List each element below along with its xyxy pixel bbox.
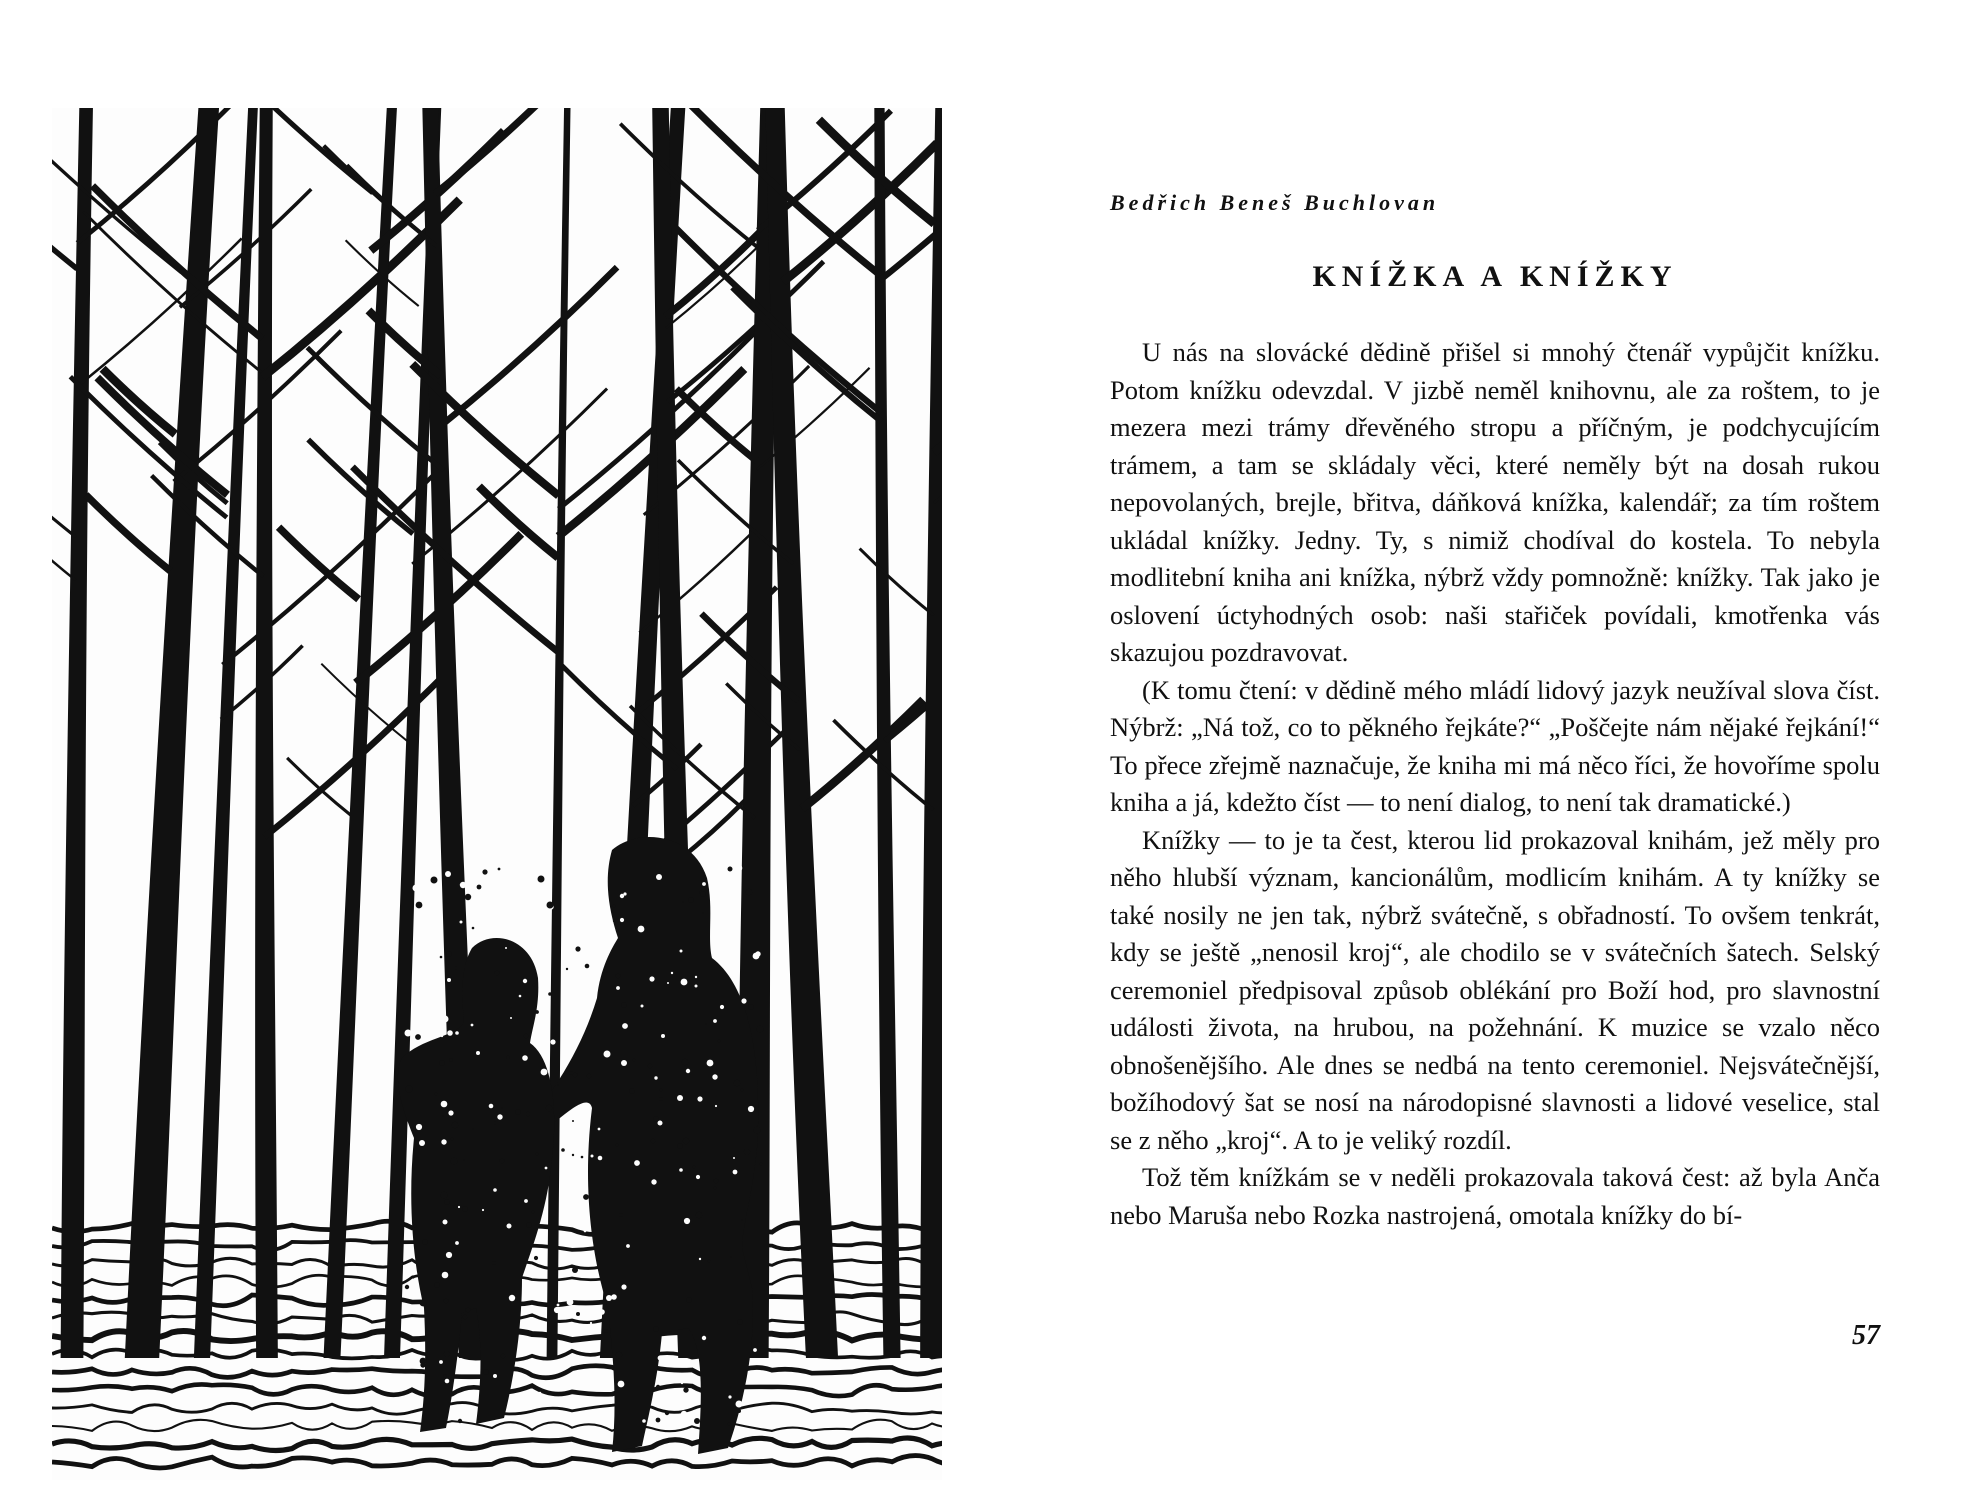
ink-speck: [584, 1230, 587, 1233]
tree-branch: [860, 549, 934, 616]
ink-speck: [694, 1418, 700, 1424]
ink-speck: [651, 1179, 656, 1184]
tree-branch: [86, 495, 171, 571]
ink-speck: [472, 927, 475, 930]
ink-speck: [439, 1060, 445, 1066]
ink-speck: [656, 1385, 660, 1389]
ink-speck: [515, 1109, 520, 1114]
ink-speck: [684, 1218, 690, 1224]
ink-speck: [535, 1010, 539, 1014]
ink-speck: [540, 1249, 543, 1252]
ink-speck: [720, 1005, 724, 1009]
ink-speck: [728, 1423, 731, 1426]
ink-speck: [402, 1334, 405, 1337]
ink-speck: [575, 946, 580, 951]
ink-speck: [682, 901, 684, 903]
ink-speck: [659, 1097, 663, 1101]
ink-speck: [702, 1336, 706, 1340]
ink-speck: [714, 1179, 719, 1184]
ink-speck: [736, 865, 743, 872]
ink-speck: [477, 885, 482, 890]
ink-speck: [638, 926, 645, 933]
ground-stroke: [52, 1456, 942, 1468]
ink-speck: [663, 1336, 666, 1339]
ink-speck: [681, 979, 688, 986]
ink-speck: [741, 998, 746, 1003]
ink-speck: [696, 1175, 700, 1179]
ink-speck: [689, 1392, 692, 1395]
ink-speck: [523, 979, 527, 983]
ink-speck: [495, 971, 500, 976]
tree-branch: [279, 527, 359, 599]
ink-speck: [444, 1199, 450, 1205]
tree-branch: [620, 124, 758, 248]
ink-speck: [482, 869, 487, 874]
ink-speck: [498, 868, 501, 871]
ink-speck: [509, 1295, 515, 1301]
ink-speck: [681, 1411, 687, 1417]
ink-speck: [688, 897, 693, 902]
ink-speck: [506, 1055, 510, 1059]
ink-speck: [658, 1121, 663, 1126]
ink-speck: [419, 1140, 425, 1146]
ink-speck: [493, 876, 499, 882]
ink-speck: [621, 1284, 626, 1289]
tree-branch: [97, 378, 227, 495]
ink-speck: [604, 1051, 611, 1058]
ink-speck: [713, 1186, 716, 1189]
ink-speck: [463, 1159, 465, 1161]
author-name: Bedřich Beneš Buchlovan: [1110, 190, 1440, 215]
ink-speck: [411, 1275, 414, 1278]
tree-branch: [802, 700, 923, 809]
ink-speck: [626, 1244, 630, 1248]
ink-speck: [587, 1074, 592, 1079]
ink-speck: [616, 986, 620, 990]
ink-speck: [695, 985, 698, 988]
paragraph: (K tomu čtení: v dědině mého mládí lidový jazyk neužíval slova číst. Nýbrž: „Ná tož, co to pěkného řejkáte?“ „Poščejte nám nějaké řejkání!“ To přece zřejmě naznačuje, že kniha mi má něco říci, že hovoříme spolu kniha a já, kdežto číst — to není dialog, to není tak dramatické.): [1110, 674, 1880, 817]
ink-speck: [581, 1309, 586, 1314]
ink-speck: [438, 980, 444, 986]
ink-speck: [707, 1060, 714, 1067]
ink-speck: [699, 1258, 701, 1260]
ink-speck: [601, 1319, 604, 1322]
ink-speck: [622, 1023, 628, 1029]
ink-speck: [696, 1212, 703, 1219]
ink-speck: [580, 1186, 584, 1190]
ink-speck: [687, 1377, 693, 1383]
paragraph: Knížky — to je ta čest, kterou lid prokazoval knihám, jež měly pro něho hlubší význam, kancionálům, modlicím knihám. A ty knížky se také nosily ne jen tak, nýbrž svátečně, s obřadností. To ovšem tenkrát, kdy se ještě „nenosil kroj“, ale chodilo se v svátečních šatech. Selský ceremoniel předpisoval způsob oblékání pro Boží hod, pro slavnostní události života, na hrubou, na požehnání. K muzice se vzalo něco obnošenějšího. Ale dnes se nedbá na tento ceremoniel. Nejsvátečnější, božíhodový šat se nosí na národopisné slavnosti a lidové veselice, stal se z něho „kroj“. A to je veliký rozdíl.: [1110, 824, 1880, 1155]
ink-speck: [510, 1017, 512, 1019]
ink-speck: [581, 1156, 584, 1159]
tree-trunk: [920, 108, 942, 1358]
ink-speck: [557, 1304, 560, 1307]
ink-speck: [550, 1039, 555, 1044]
ink-speck: [434, 1282, 439, 1287]
ink-speck: [733, 1157, 735, 1159]
ink-speck: [680, 950, 683, 953]
tree-trunk: [61, 108, 93, 1358]
tree-trunk: [765, 108, 838, 1358]
ink-speck: [740, 1088, 743, 1091]
ink-speck: [532, 983, 535, 986]
ink-speck: [543, 928, 545, 930]
ink-speck: [616, 1352, 622, 1358]
ink-speck: [440, 956, 443, 959]
ink-speck: [611, 1294, 617, 1300]
ink-speck: [526, 1222, 532, 1228]
ink-speck: [567, 1299, 574, 1306]
ink-speck: [583, 1194, 589, 1200]
ink-speck: [616, 974, 621, 979]
ink-speck: [545, 1167, 548, 1170]
ink-speck: [658, 1356, 663, 1361]
ink-speck: [757, 1026, 764, 1033]
tree-branch: [84, 212, 263, 373]
ink-speck: [522, 1055, 528, 1061]
ink-speck: [557, 1084, 559, 1086]
ink-speck: [480, 904, 483, 907]
ink-speck: [620, 918, 624, 922]
ink-speck: [446, 951, 452, 957]
ink-speck: [423, 929, 428, 934]
ink-speck: [546, 1105, 552, 1111]
ink-speck: [433, 958, 436, 961]
ink-speck: [730, 1256, 732, 1258]
ink-speck: [700, 891, 706, 897]
tree-branch: [435, 108, 567, 194]
ink-speck: [613, 920, 615, 922]
ink-speck: [623, 892, 626, 895]
ink-speck: [451, 1158, 458, 1165]
ink-speck: [713, 1019, 717, 1023]
ink-speck: [442, 1115, 444, 1117]
ink-speck: [591, 1155, 594, 1158]
ink-speck: [489, 1104, 494, 1109]
ink-speck: [686, 1297, 692, 1303]
ink-speck: [598, 1156, 603, 1161]
ink-speck: [659, 1088, 662, 1091]
ink-speck: [441, 1192, 448, 1199]
ink-speck: [493, 1188, 497, 1192]
ink-speck: [415, 1034, 421, 1040]
forest-illustration-drawing: [52, 108, 942, 1480]
ink-speck: [728, 1395, 731, 1398]
page-number: 57: [1852, 1320, 1880, 1351]
ink-speck: [682, 1059, 689, 1066]
ink-speck: [693, 1166, 696, 1169]
ink-speck: [524, 1199, 528, 1203]
ink-speck: [577, 1025, 580, 1028]
tree-branch: [152, 476, 264, 577]
ink-speck: [514, 901, 517, 904]
ink-speck: [500, 1159, 505, 1164]
ink-speck: [547, 902, 554, 909]
ink-speck: [619, 1213, 623, 1217]
ink-speck: [708, 1260, 711, 1263]
ink-speck: [561, 1148, 565, 1152]
forest-illustration: [52, 108, 942, 1480]
ink-speck: [532, 1211, 534, 1213]
ink-speck: [598, 1128, 601, 1131]
ink-speck: [656, 1418, 661, 1423]
ink-speck: [416, 902, 423, 909]
tree-branch: [77, 238, 242, 387]
ink-speck: [455, 1031, 459, 1035]
ink-speck: [445, 871, 451, 877]
ink-speck: [566, 968, 568, 970]
ink-speck: [728, 867, 733, 872]
tree-branch: [219, 108, 373, 193]
ink-speck: [599, 1309, 605, 1315]
ink-speck: [734, 1080, 741, 1087]
ink-speck: [576, 1312, 580, 1316]
ink-speck: [651, 1139, 656, 1144]
ink-speck: [452, 1122, 459, 1129]
ink-speck: [450, 1137, 453, 1140]
ink-speck: [733, 1170, 738, 1175]
paragraph: Tož těm knížkám se v neděli prokazovala taková čest: až byla Anča nebo Maruša nebo Rozka nastrojená, omotala knížky do bí-: [1110, 1162, 1880, 1230]
ink-speck: [413, 885, 420, 892]
ink-speck: [606, 1295, 612, 1301]
ink-speck: [439, 1360, 443, 1364]
ink-speck: [548, 992, 552, 996]
ink-speck: [712, 1074, 717, 1079]
ink-speck: [580, 1018, 583, 1021]
ink-speck: [590, 1322, 592, 1324]
ink-speck: [420, 1362, 425, 1367]
ink-speck: [648, 1064, 653, 1069]
ink-speck: [422, 1239, 428, 1245]
ink-speck: [462, 1206, 467, 1211]
ink-speck: [482, 1209, 484, 1211]
ink-speck: [483, 1369, 488, 1374]
ink-speck: [679, 1168, 683, 1172]
ink-speck: [718, 1040, 720, 1042]
ink-speck: [585, 964, 590, 969]
ink-speck: [606, 971, 608, 973]
ink-speck: [748, 1106, 754, 1112]
ink-speck: [671, 972, 673, 974]
ink-speck: [633, 1059, 636, 1062]
ink-speck: [449, 1058, 453, 1062]
ink-speck: [642, 1419, 646, 1423]
ink-speck: [654, 1076, 657, 1079]
ink-speck: [418, 941, 422, 945]
ink-speck: [447, 978, 451, 982]
tree-branch: [103, 369, 176, 434]
ink-speck: [446, 1252, 452, 1258]
ink-speck: [454, 1205, 459, 1210]
ink-speck: [612, 904, 615, 907]
page-title: KNÍŽKA A KNÍŽKY: [1312, 260, 1678, 293]
ink-speck: [534, 1256, 538, 1260]
ink-speck: [444, 1351, 450, 1357]
ink-speck: [629, 1088, 635, 1094]
tree-branch: [52, 151, 77, 269]
ink-speck: [573, 1073, 578, 1078]
ink-speck: [621, 1060, 627, 1066]
tree-branch: [668, 262, 824, 402]
tree-branch: [93, 186, 263, 339]
ink-speck: [445, 1379, 450, 1384]
ink-speck: [677, 1095, 683, 1101]
ink-speck: [571, 1122, 573, 1124]
ink-speck: [634, 1160, 640, 1166]
ink-speck: [760, 1163, 763, 1166]
ink-speck: [405, 1285, 409, 1289]
ink-speck: [572, 1154, 574, 1156]
ink-speck: [441, 1101, 448, 1108]
ink-speck: [748, 1004, 753, 1009]
ink-speck: [681, 1382, 683, 1384]
ink-speck: [737, 1319, 743, 1325]
ink-speck: [497, 1114, 502, 1119]
ink-speck: [442, 1016, 449, 1023]
ink-speck: [616, 1144, 619, 1147]
ink-speck: [444, 1299, 449, 1304]
ink-speck: [458, 1206, 460, 1208]
ink-speck: [524, 1034, 528, 1038]
ink-speck: [442, 1272, 449, 1279]
ink-speck: [416, 1124, 422, 1130]
ink-speck: [653, 1116, 659, 1122]
ink-speck: [476, 1051, 480, 1055]
ink-speck: [420, 986, 426, 992]
ink-speck: [683, 1138, 689, 1144]
ink-speck: [661, 1034, 665, 1038]
tree-branch: [308, 440, 413, 534]
ink-speck: [472, 1128, 474, 1130]
ink-speck: [715, 1105, 717, 1107]
ink-speck: [455, 967, 458, 970]
ink-speck: [460, 882, 466, 888]
ink-speck: [604, 1329, 608, 1333]
ink-speck: [465, 894, 471, 900]
ink-speck: [665, 1411, 669, 1415]
ink-speck: [493, 1374, 497, 1378]
ink-speck: [535, 1152, 538, 1155]
ink-speck: [507, 1224, 512, 1229]
ink-speck: [501, 1354, 506, 1359]
ink-speck: [580, 990, 583, 993]
ink-speck: [667, 982, 669, 984]
ink-speck: [431, 877, 438, 884]
ink-speck: [695, 976, 697, 978]
ink-speck: [538, 876, 545, 883]
ink-speck: [460, 921, 463, 924]
ink-speck: [443, 1220, 448, 1225]
ink-speck: [405, 1030, 412, 1037]
ink-speck: [741, 1219, 743, 1221]
ink-speck: [736, 1401, 743, 1408]
tree-branch: [479, 486, 558, 557]
ink-speck: [519, 995, 522, 998]
ink-speck: [458, 1419, 462, 1423]
ink-speck: [753, 1348, 757, 1352]
ink-speck: [754, 1127, 761, 1134]
ink-speck: [697, 1096, 702, 1101]
ink-speck: [492, 1261, 496, 1265]
ink-speck: [649, 976, 654, 981]
tree-branch: [679, 801, 745, 860]
ink-speck: [448, 1110, 453, 1115]
ink-speck: [621, 1002, 627, 1008]
ink-speck: [641, 1005, 644, 1008]
ink-speck: [463, 1315, 468, 1320]
ink-speck: [494, 1122, 497, 1125]
ink-speck: [447, 1030, 453, 1036]
ink-speck: [441, 1035, 443, 1037]
ink-speck: [505, 947, 507, 949]
ink-speck: [435, 1093, 438, 1096]
ink-speck: [443, 1374, 447, 1378]
ink-speck: [420, 1300, 427, 1307]
ink-speck: [501, 1107, 503, 1109]
ink-speck: [737, 1409, 741, 1413]
ink-speck: [541, 1069, 548, 1076]
ground-stroke: [52, 1420, 942, 1432]
ink-speck: [414, 1225, 417, 1228]
ink-speck: [572, 1120, 574, 1122]
ink-speck: [572, 1267, 578, 1273]
ink-speck: [753, 953, 760, 960]
ink-speck: [705, 1023, 707, 1025]
ink-speck: [672, 1418, 677, 1423]
ink-speck: [653, 1326, 659, 1332]
ink-speck: [683, 1387, 688, 1392]
ink-speck: [569, 1071, 573, 1075]
ink-speck: [554, 1307, 560, 1313]
tree-branch: [70, 377, 226, 518]
ink-speck: [455, 1241, 459, 1245]
ink-speck: [589, 1310, 594, 1315]
ink-speck: [471, 1024, 474, 1027]
ink-speck: [406, 1086, 413, 1093]
ink-speck: [618, 1381, 625, 1388]
ink-speck: [702, 882, 706, 886]
tree-branch: [442, 267, 617, 424]
ink-speck: [446, 899, 450, 903]
ink-speck: [677, 1143, 682, 1148]
ink-speck: [412, 1401, 418, 1407]
tree-branch: [562, 666, 677, 770]
ink-speck: [492, 926, 497, 931]
ink-speck: [466, 1308, 471, 1313]
body-text: [1110, 334, 1880, 1234]
ink-speck: [441, 1139, 446, 1144]
ink-speck: [746, 889, 753, 896]
ink-speck: [539, 1392, 542, 1395]
ink-speck: [702, 912, 704, 914]
tree-trunk: [255, 108, 278, 1358]
ground-stroke: [52, 1438, 942, 1450]
ink-speck: [744, 1149, 750, 1155]
ink-speck: [656, 874, 662, 880]
paragraph: U nás na slovácké dědině přišel si mnohý čtenář vypůjčit knížku. Potom knížku odevzdal. V jizbě neměl knihovnu, ale za roštem, to je mezera mezi trámy dřevěného stropu a příčným, je podchycujícím trámem, a tam se skládaly věci, které neměly být na dosah rukou nepovolaných, brejle, břitva, dáňková knížka, kalendář; za tím roštem ukládal knížky. Jedny. Ty, s nimiž chodíval do kostela. To nebyla modlitební kniha ani knížka, nýbrž vždy pomnožně: knížky. Tak jako je oslovení úctyhodných osob: naši stařiček povídali, kmotřenka vás skazujou pozdravovat.: [1110, 337, 1880, 667]
tree-branch: [352, 467, 557, 652]
ink-speck: [686, 1069, 690, 1073]
ink-speck: [526, 1112, 530, 1116]
